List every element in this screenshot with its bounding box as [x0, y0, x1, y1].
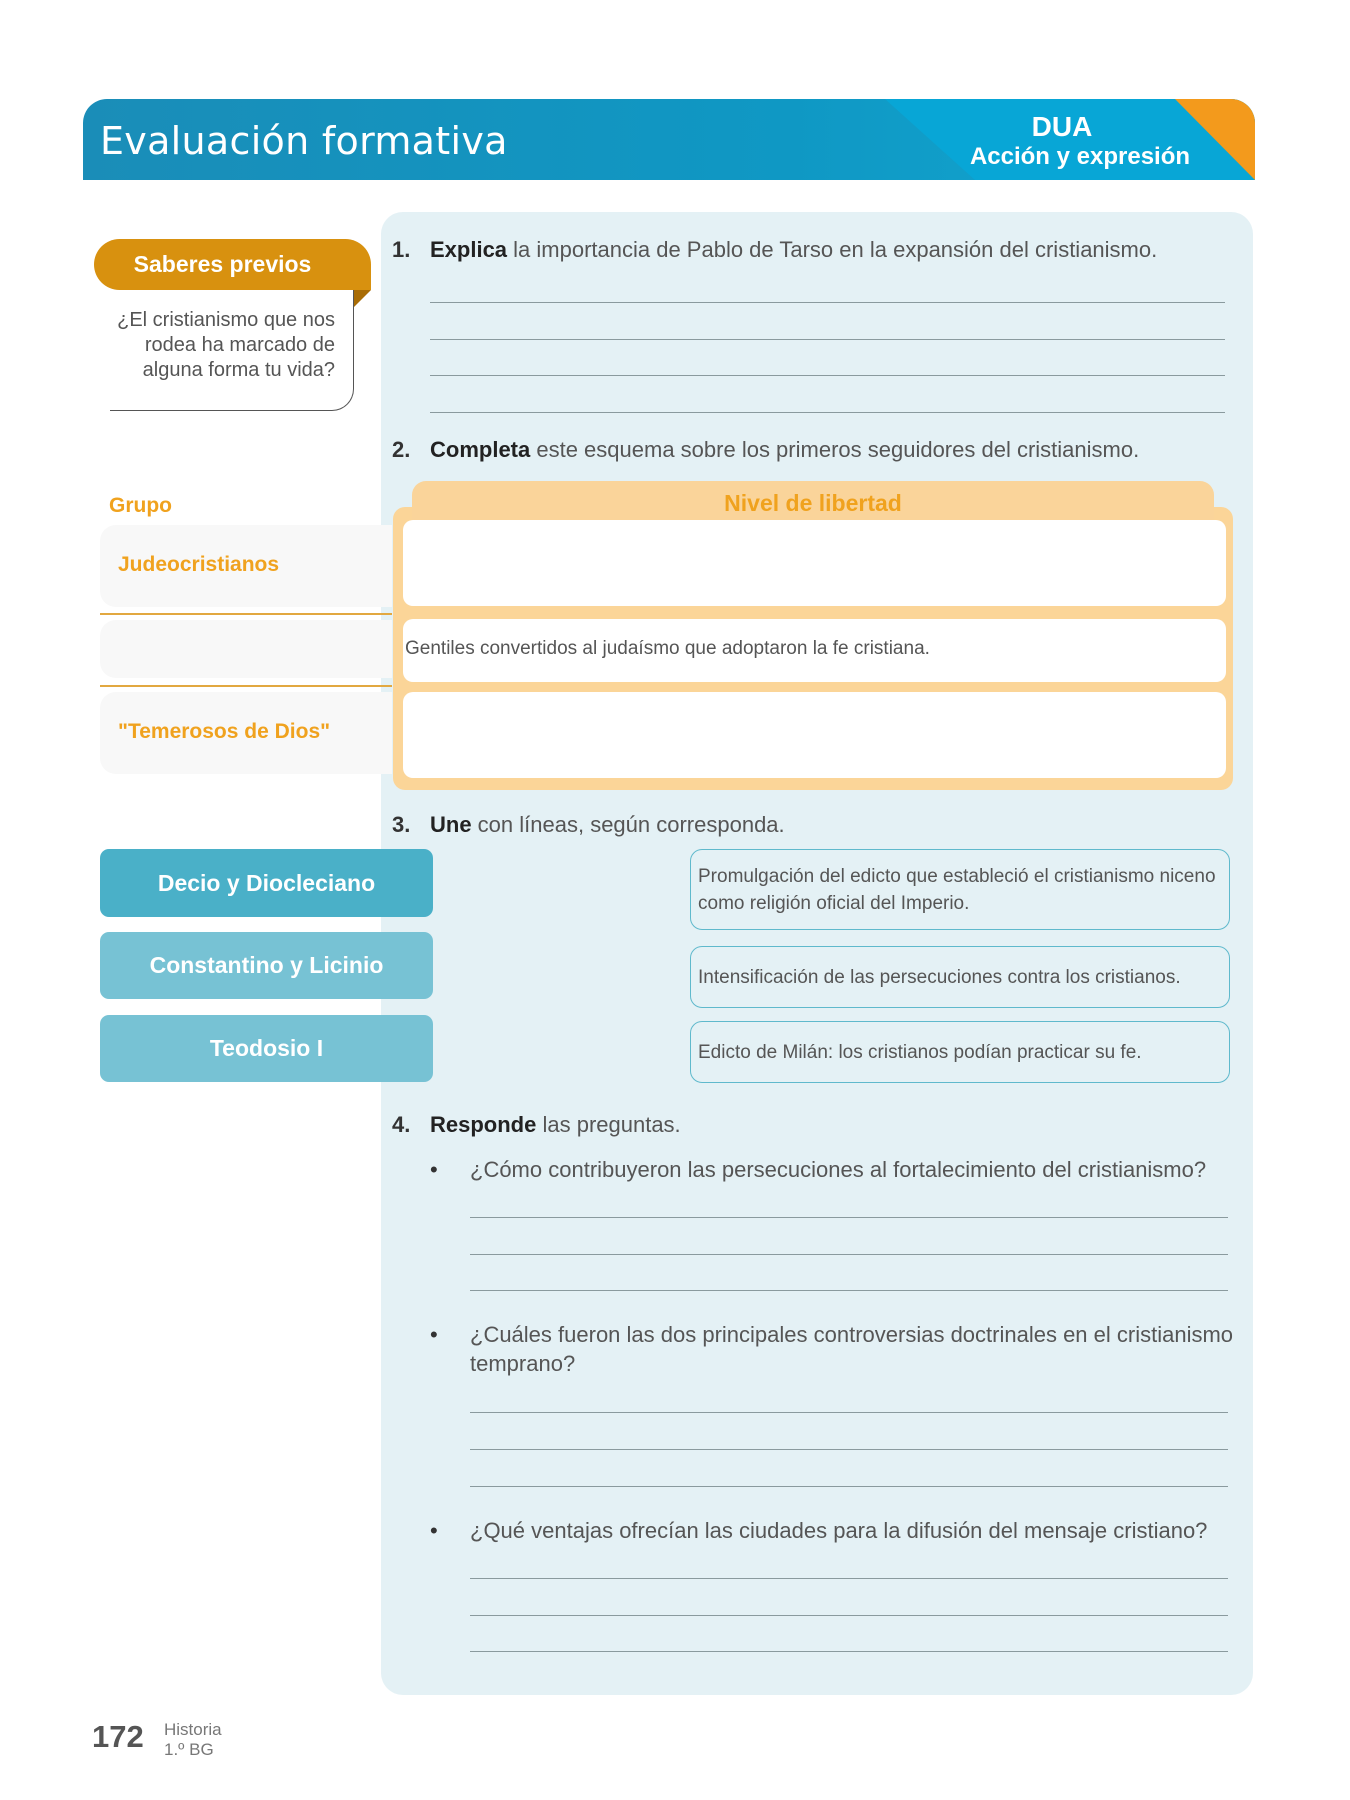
bullet: •: [430, 1322, 438, 1347]
q4-answer-line[interactable]: [470, 1651, 1228, 1652]
q1-number: 1.: [392, 237, 411, 262]
q2-prompt: [430, 437, 1139, 463]
q1-text: la importancia de Pablo de Tarso en la expansión del cristianismo.: [507, 237, 1158, 262]
level-text: Gentiles convertidos al judaísmo que adoptaron la fe cristiana.: [405, 638, 930, 659]
bullet: •: [430, 1157, 438, 1182]
level-cell: [403, 619, 1226, 682]
subject-name: Historia: [164, 1720, 222, 1739]
match-left-item[interactable]: Decio y Diocleciano: [100, 849, 433, 917]
match-left-item[interactable]: Constantino y Licinio: [100, 932, 433, 999]
group-name: Judeocristianos: [118, 553, 280, 576]
q4-question: ¿Cuáles fueron las dos principales controversias doctrinales en el cristianismo temprano?: [470, 1322, 1234, 1376]
q4-answer-line[interactable]: [470, 1486, 1228, 1487]
q4-question: ¿Qué ventajas ofrecían las ciudades para la difusión del mensaje cristiano?: [470, 1518, 1208, 1543]
q3-prompt: [430, 812, 785, 838]
q4-question: ¿Cómo contribuyeron las persecuciones al fortalecimiento del cristianismo?: [470, 1157, 1207, 1182]
q4-verb: Responde: [430, 1112, 537, 1137]
q4-number: 4.: [392, 1112, 411, 1137]
page-number: 172: [92, 1719, 144, 1754]
group-cell: [100, 692, 392, 774]
q1-verb: Explica: [430, 237, 508, 262]
row-divider: [100, 685, 392, 687]
group-cell[interactable]: [100, 620, 392, 678]
group-name: "Temerosos de Dios": [118, 720, 331, 743]
section-header: [83, 99, 1255, 180]
saberes-previos-box: [110, 290, 354, 411]
q2-verb: Completa: [430, 437, 531, 462]
book-subject: [164, 1720, 222, 1760]
q4-answer-line[interactable]: [470, 1578, 1228, 1579]
match-right-item[interactable]: Edicto de Milán: los cristianos podían practicar su fe.: [690, 1021, 1230, 1083]
group-cell: [100, 525, 392, 607]
dua-subtitle: Acción y expresión: [969, 143, 1191, 170]
match-right-item[interactable]: Intensificación de las persecuciones contra los cristianos.: [690, 946, 1230, 1008]
q4-answer-line[interactable]: [470, 1254, 1228, 1255]
q1-prompt: [430, 237, 1157, 263]
row-divider: [100, 613, 392, 615]
q2-number: 2.: [392, 437, 411, 462]
q3-text: con líneas, según corresponda.: [471, 812, 785, 837]
q4-text: las preguntas.: [536, 1112, 681, 1137]
q4-prompt: [430, 1112, 681, 1138]
q1-answer-line[interactable]: [430, 412, 1225, 413]
q3-number: 3.: [392, 812, 411, 837]
q3-verb: Une: [430, 812, 472, 837]
q4-answer-line[interactable]: [470, 1412, 1228, 1413]
match-left-item[interactable]: Teodosio I: [100, 1015, 433, 1082]
saberes-question: ¿El cristianismo que nos rodea ha marcado de alguna forma tu vida?: [117, 309, 335, 381]
q4-answer-line[interactable]: [470, 1615, 1228, 1616]
q1-answer-line[interactable]: [430, 375, 1225, 376]
group-column-header: Grupo: [109, 494, 172, 517]
level-cell[interactable]: [403, 520, 1226, 606]
q4-answer-line[interactable]: [470, 1290, 1228, 1291]
q1-answer-line[interactable]: [430, 339, 1225, 340]
bullet: •: [430, 1518, 438, 1543]
q4-answer-line[interactable]: [470, 1217, 1228, 1218]
tab-fold-decoration: [353, 290, 371, 308]
level-column-header: Nivel de libertad: [412, 481, 1214, 525]
saberes-previos-tab: Saberes previos: [94, 239, 371, 290]
q1-answer-line[interactable]: [430, 302, 1225, 303]
grade-level: 1.º BG: [164, 1740, 214, 1759]
page-title: Evaluación formativa: [100, 119, 508, 163]
q4-answer-line[interactable]: [470, 1449, 1228, 1450]
dua-title: DUA: [1031, 111, 1093, 142]
q2-text: este esquema sobre los primeros seguidores del cristianismo.: [530, 437, 1140, 462]
level-cell[interactable]: [403, 692, 1226, 778]
match-right-item[interactable]: Promulgación del edicto que estableció el cristianismo niceno como religión oficial del Imperio.: [690, 849, 1230, 930]
